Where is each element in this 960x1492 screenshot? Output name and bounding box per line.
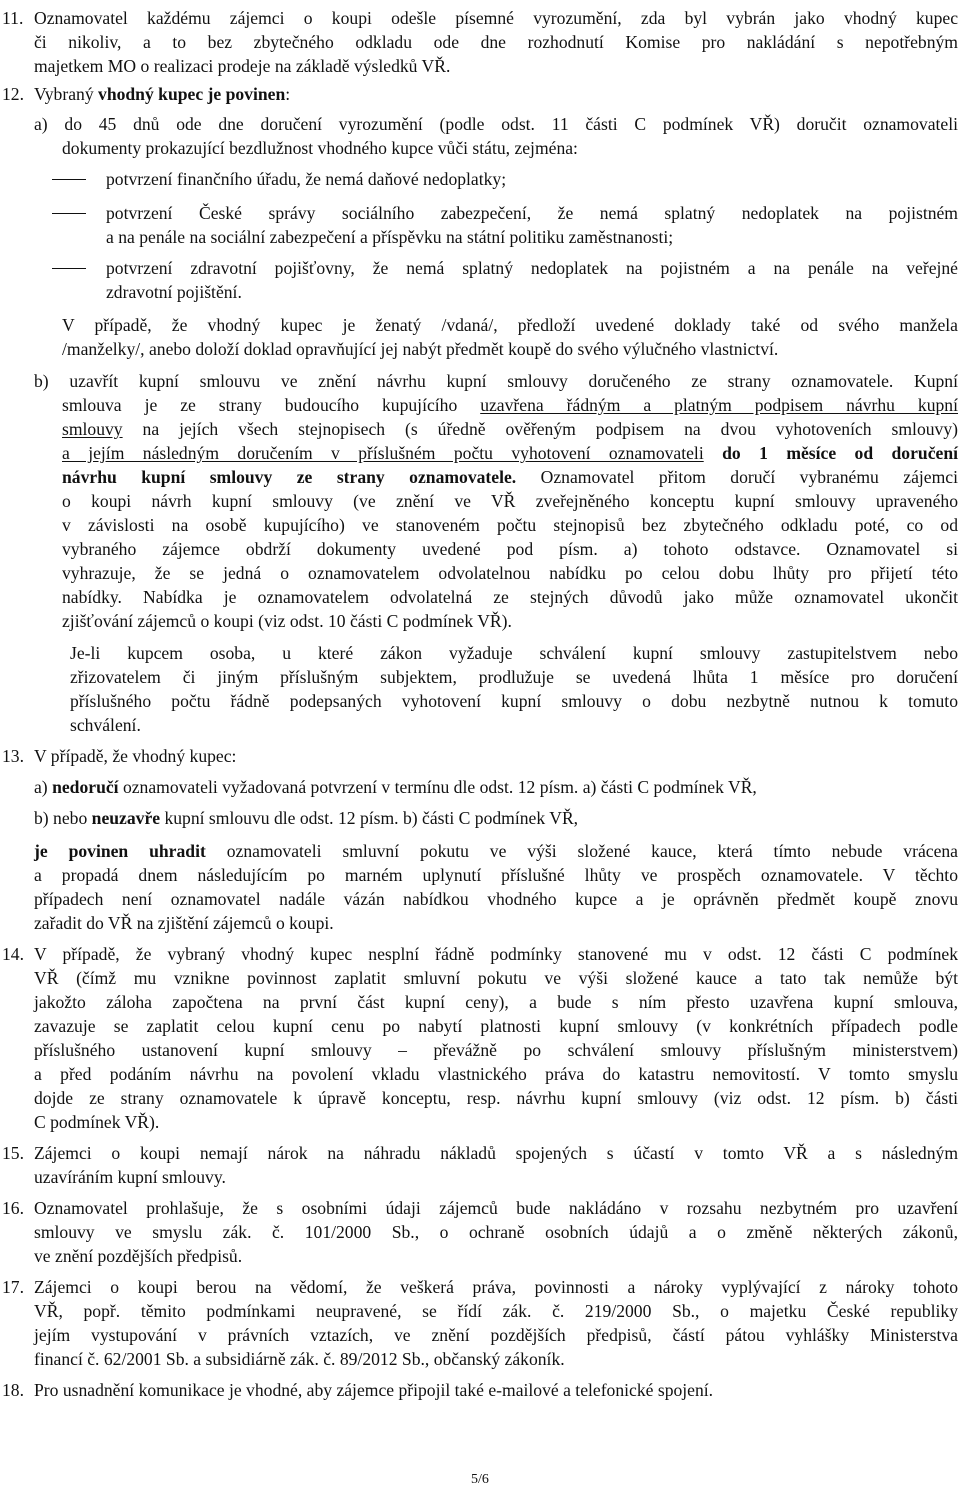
text-line: Vybraný vhodný kupec je povinen: — [34, 84, 291, 104]
text-line: vybraného zájemce obdrží dokumenty uvedené pod písm. a) tohoto odstavce. Oznamovatel si — [62, 539, 958, 559]
list-dash — [52, 268, 86, 269]
text-line: schválení. — [70, 715, 141, 735]
text-line: zřizovatelem či jiným příslušným subjektem, prodlužuje se uvedená lhůta 1 měsíce pro doručení — [70, 667, 958, 687]
text-line: Oznamovatel prohlašuje, že s osobními údaji zájemců bude nakládáno v rozsahu nezbytném pro uzavření — [34, 1198, 958, 1218]
text-line: smlouvy na jejích všech stejnopisech (s úředně ověřeným podpisem na dvou vyhotoveních smlouvy) — [62, 419, 958, 439]
text-line: V případě, že vhodný kupec: — [34, 746, 237, 766]
text-line: majetkem MO o realizaci prodeje na základě výsledků VŘ. — [34, 56, 451, 76]
text-line: C podmínek VŘ). — [34, 1112, 160, 1132]
text-line: potvrzení finančního úřadu, že nemá daňové nedoplatky; — [106, 169, 507, 189]
paragraph-number: 18. — [2, 1380, 24, 1400]
paragraph-number: 11. — [2, 8, 24, 28]
text-line: zavazuje se zaplatit celou kupní cenu po nabytí platnosti kupní smlouvy (v konkrétních případech podle — [34, 1016, 958, 1036]
paragraph-number: 15. — [2, 1143, 24, 1163]
text-line: Je-li kupcem osoba, u které zákon vyžaduje schválení kupní smlouvy zastupitelstvem nebo — [70, 643, 958, 663]
text-line: Zájemci o koupi berou na vědomí, že veškerá práva, povinnosti a nároky vyplývající z nároky tohoto — [34, 1277, 958, 1297]
list-dash — [52, 179, 86, 180]
text-line: V případě, že vhodný kupec je ženatý /vdaná/, předloží uvedené doklady také od svého manžela — [62, 315, 958, 335]
text-line: jakožto záloha započtena na první část kupní ceny), a bude s ním přesto uzavřena kupní smlouva, — [34, 992, 958, 1012]
text-line: vyhrazuje, že se jedná o oznamovatelem odvolatelnou nabídku po celou dobu lhůty pro přijetí této — [62, 563, 958, 583]
text-line: V případě, že vybraný vhodný kupec nesplní řádně podmínky stanovené mu v odst. 12 části C podmínek — [34, 944, 958, 964]
text-line: nabídky. Nabídka je oznamovatelem odvolatelná ze stejných důvodů jako může oznamovatel ukončit — [62, 587, 958, 607]
text-line: uzavíráním kupní smlouvy. — [34, 1167, 226, 1187]
text-line: a) nedoručí oznamovateli vyžadovaná potvrzení v termínu dle odst. 12 písm. a) části C podmínek VŘ, — [34, 777, 757, 797]
text-line: příslušného počtu řádně podepsaných vyhotovení kupní smlouvy o dobu nezbytně nutnou k tomuto — [70, 691, 958, 711]
list-dash — [52, 213, 86, 214]
text-line: smlouva je ze strany budoucího kupujícího uzavřena řádným a platným podpisem návrhu kupní — [62, 395, 958, 415]
text-line: /manželky/, anebo doloží doklad opravňující jej nabýt předmět koupě do svého výlučného vlastnictví. — [62, 339, 779, 359]
text-line: Oznamovatel každému zájemci o koupi odešle písemné vyrozumění, zda byl vybrán jako vhodný kupec — [34, 8, 958, 28]
text-line: a na penále na sociální zabezpečení a příspěvku na státní politiku zaměstnanosti; — [106, 227, 674, 247]
text-line: b) nebo neuzavře kupní smlouvu dle odst. 12 písm. b) části C podmínek VŘ, — [34, 808, 579, 828]
text-line: potvrzení zdravotní pojišťovny, že nemá splatný nedoplatek na pojistném a na penále na veřejné — [106, 258, 958, 278]
text-line: zjišťování zájemců o koupi (viz odst. 10 části C podmínek VŘ). — [62, 611, 512, 631]
text-line: a propadá dnem následujícím po marném uplynutí příslušné lhůty ve prospěch oznamovatele. V těchto — [34, 865, 958, 885]
page-number: 5/6 — [471, 1472, 489, 1487]
text-line: v závislosti na osobě kupujícího) ve stanoveném počtu stejnopisů bez zbytečného odkladu poté, co od — [62, 515, 958, 535]
text-line: či nikoliv, a to bez zbytečného odkladu ode dne rozhodnutí Komise pro nakládání s nepotřebným — [34, 32, 958, 52]
text-line: zdravotní pojištění. — [106, 282, 242, 302]
paragraph-number: 13. — [2, 746, 24, 766]
text-line: je povinen uhradit oznamovateli smluvní pokutu ve výši složené kauce, která tímto nebude vrácena — [34, 841, 958, 861]
text-line: návrhu kupní smlouvy ze strany oznamovatele. Oznamovatel přitom doručí vybranému zájemci — [62, 467, 958, 487]
text-line: dojde ze strany oznamovatele k úpravě konceptu, resp. návrhu kupní smlouvy (viz odst. 12 písm. b) části — [34, 1088, 958, 1108]
text-line: zařadit do VŘ na zjištění zájemců o koupi. — [34, 913, 334, 933]
text-line: ve znění pozdějších předpisů. — [34, 1246, 243, 1266]
text-line: Pro usnadnění komunikace je vhodné, aby zájemce připojil také e-mailové a telefonické spojení. — [34, 1380, 714, 1400]
text-line: b) uzavřít kupní smlouvu ve znění návrhu kupní smlouvy doručeného ze strany oznamovatele. Kupní — [34, 371, 958, 391]
text-line: Zájemci o koupi nemají nárok na náhradu nákladů spojených s účastí v tomto VŘ a s následným — [34, 1143, 958, 1163]
text-line: o koupi návrh kupní smlouvy (ve znění ve VŘ zveřejněného konceptu kupní smlouvy upraveného — [62, 491, 958, 511]
text-line: jejím vystupování v právních vztazích, ve znění pozdějších předpisů, částí pátou vyhlášky Ministerstva — [34, 1325, 958, 1345]
paragraph-number: 16. — [2, 1198, 24, 1218]
text-line: případech není oznamovatel nadále vázán nabídkou vhodného kupce a je oprávněn předmět koupě znovu — [34, 889, 958, 909]
paragraph-number: 14. — [2, 944, 24, 964]
text-line: a) do 45 dnů ode dne doručení vyrozumění (podle odst. 11 části C podmínek VŘ) doručit oznamovateli — [34, 114, 958, 134]
text-line: VŘ (čímž mu vznikne povinnost zaplatit smluvní pokutu ve výši složené kauce a tato tak nemůže být — [34, 968, 958, 988]
paragraph-number: 17. — [2, 1277, 24, 1297]
text-line: a před podáním návrhu na povolení vkladu vlastnického práva do katastru nemovitostí. V tomto smyslu — [34, 1064, 958, 1084]
text-line: financí č. 62/2001 Sb. a subsidiárně zák. č. 89/2012 Sb., občanský zákoník. — [34, 1349, 565, 1369]
text-line: dokumenty prokazující bezdlužnost vhodného kupce vůči státu, zejména: — [62, 138, 578, 158]
text-line: příslušného ustanovení kupní smlouvy – převážně po schválení smlouvy příslušným ministerstvem) — [34, 1040, 958, 1060]
text-line: a jejím následným doručením v příslušném počtu vyhotovení oznamovateli do 1 měsíce od doručení — [62, 443, 958, 463]
text-line: smlouvy ve smyslu zák. č. 101/2000 Sb., o ochraně osobních údajů a o změně některých zákonů, — [34, 1222, 958, 1242]
text-line: potvrzení České správy sociálního zabezpečení, že nemá splatný nedoplatek na pojistném — [106, 203, 958, 223]
paragraph-number: 12. — [2, 84, 24, 104]
text-line: VŘ, popř. těmito podmínkami neupravené, se řídí zák. č. 219/2000 Sb., o majetku České republiky — [34, 1301, 958, 1321]
